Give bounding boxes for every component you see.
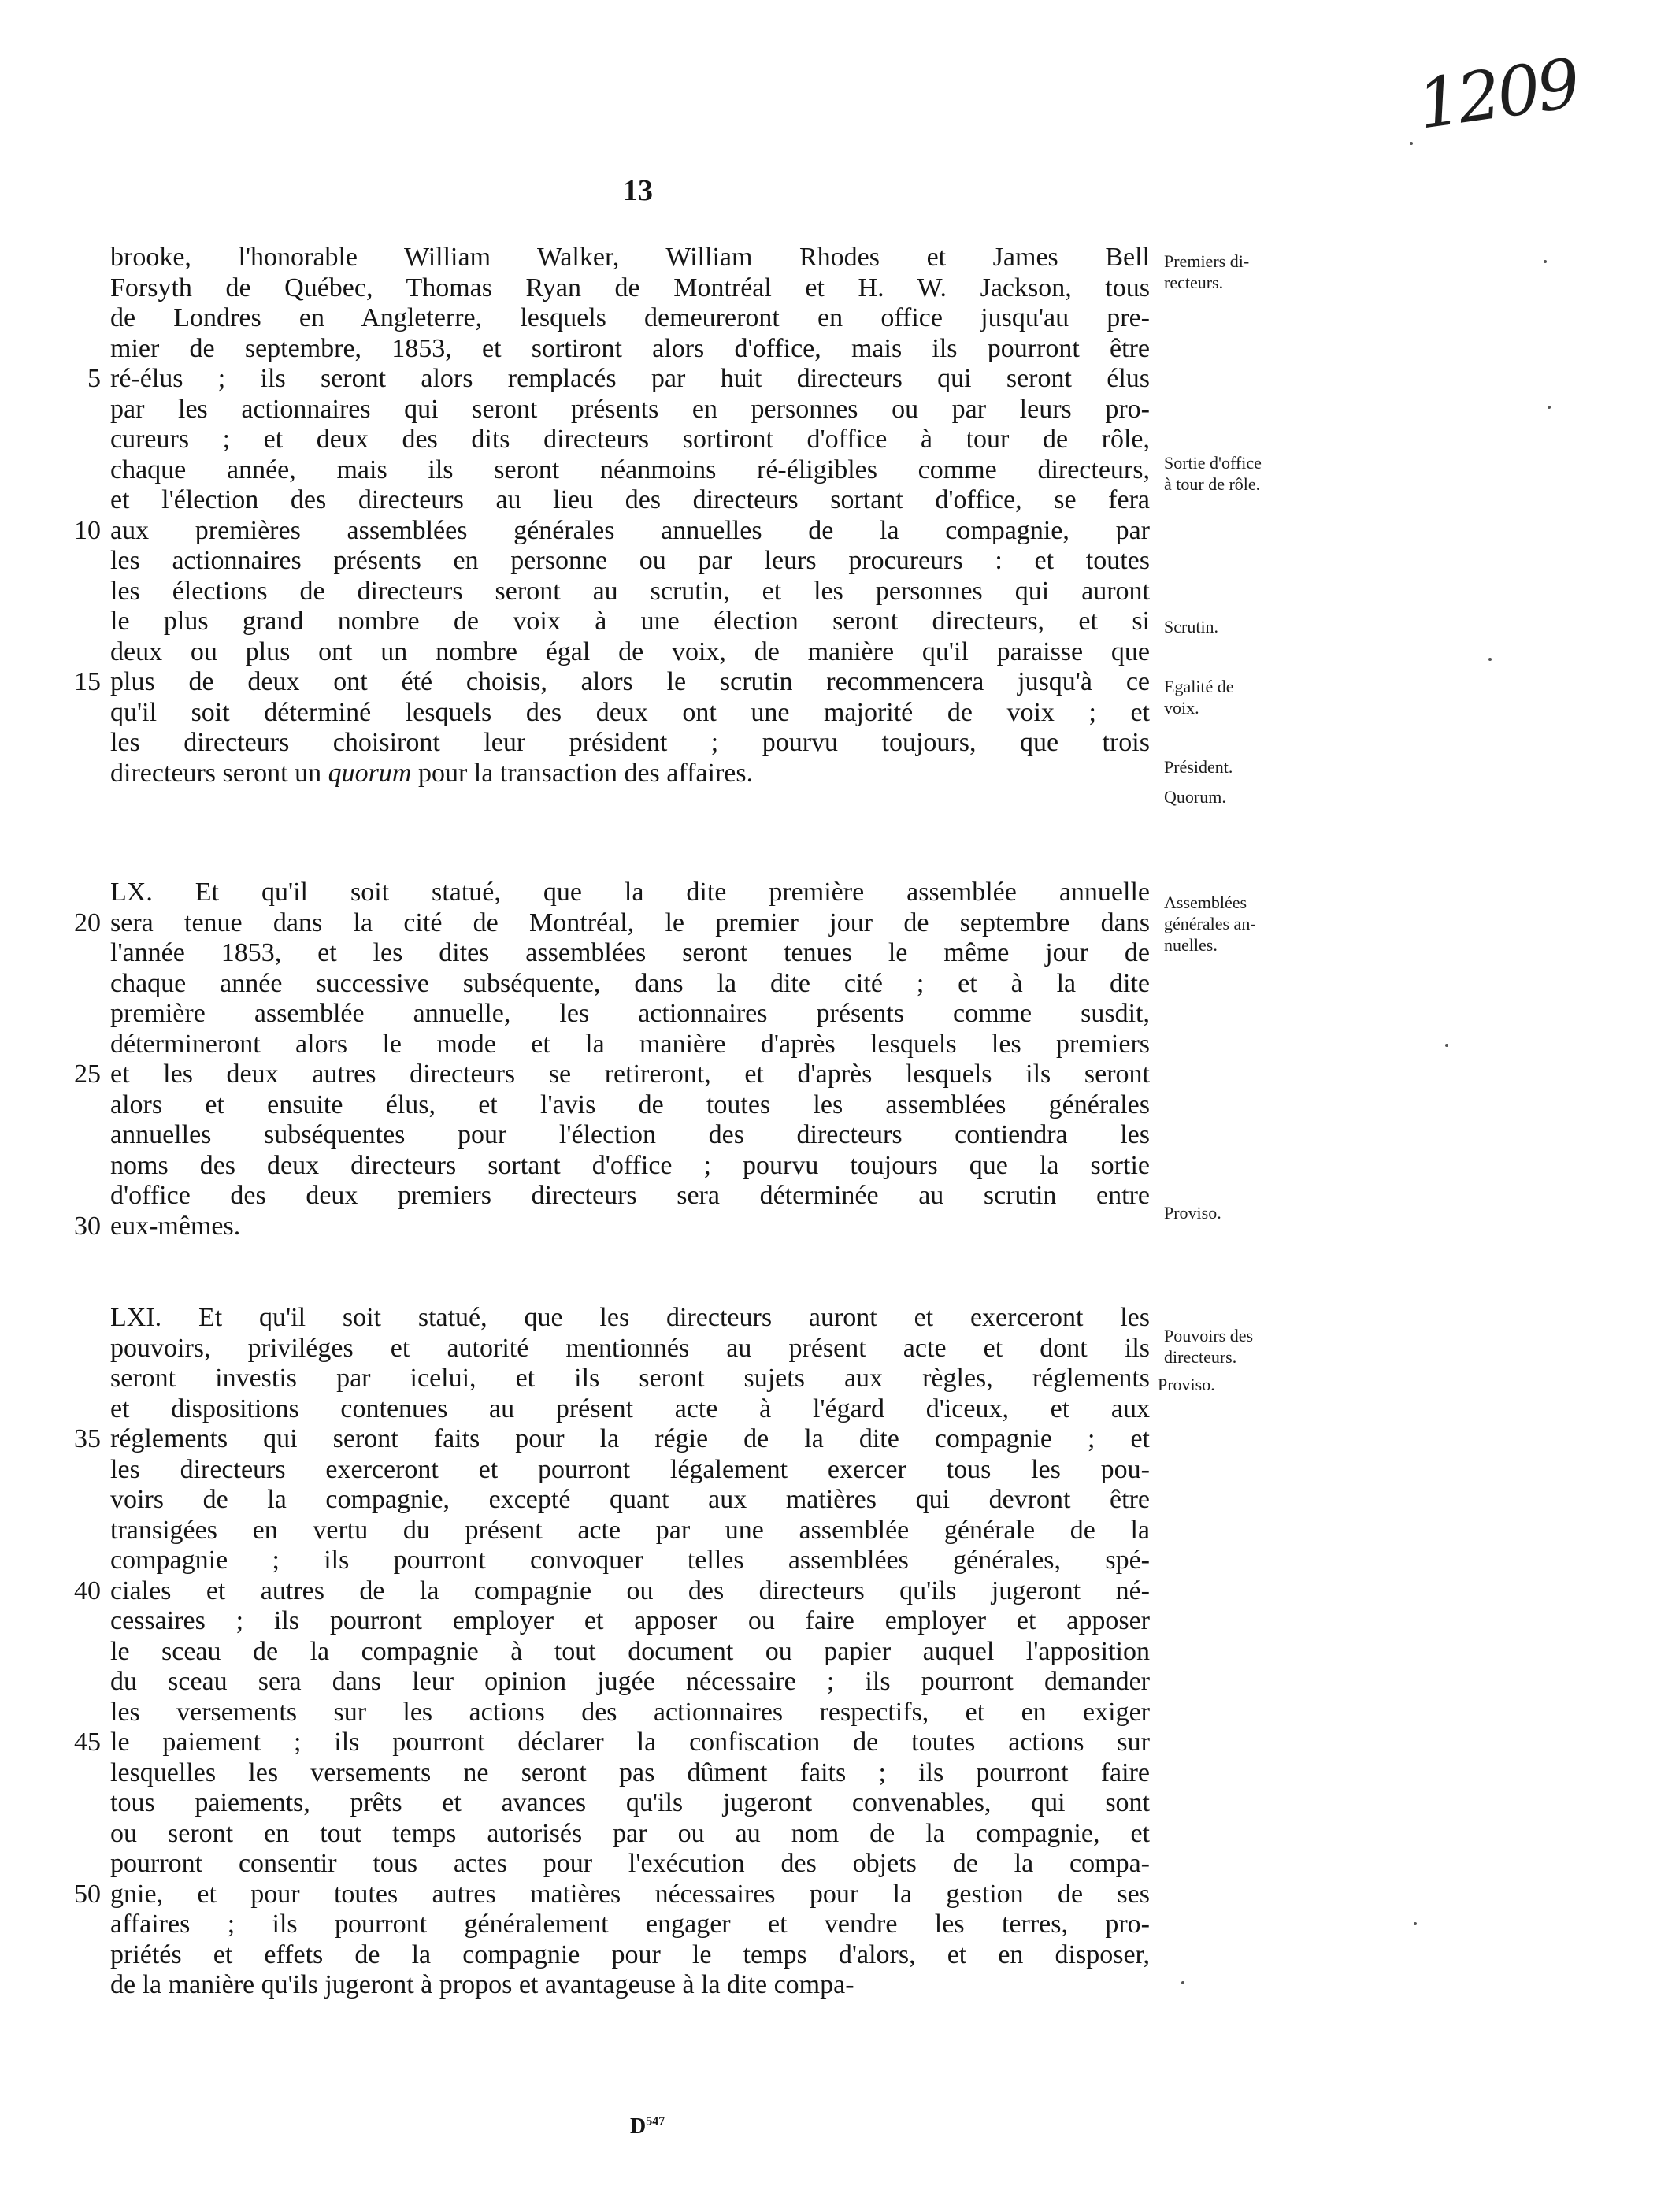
line-text: lesquelles les versements ne seront pas dûment faits ; ils pourront faire (110, 1757, 1150, 1787)
text-line (110, 728, 1150, 759)
text-line (110, 1151, 1150, 1182)
paper-speck (1548, 406, 1551, 409)
handwritten-folio-number: 1209 (1413, 44, 1582, 145)
text-line (110, 1606, 1150, 1637)
margin-note-egalite-de-voix (1164, 676, 1322, 718)
margin-note-line: Proviso. (1158, 1375, 1215, 1394)
paper-speck (1445, 1044, 1448, 1047)
text-line (110, 303, 1150, 334)
margin-note-line: nuelles. (1164, 935, 1218, 955)
line-text: du sceau sera dans leur opinion jugée nécessaire ; ils pourront demander (110, 1667, 1150, 1696)
line-text: et les deux autres directeurs se retireront, et d'après lesquels ils seront (110, 1060, 1150, 1089)
text-line (110, 1849, 1150, 1880)
line-text: sera tenue dans la cité de Montréal, le premier jour de septembre dans (110, 907, 1150, 937)
text-line (110, 938, 1150, 969)
line-text: directeurs seront un quorum pour la transaction des affaires. (110, 758, 754, 788)
line-text: par les actionnaires qui seront présents en personnes ou par leurs pro- (110, 394, 1150, 424)
line-text: le sceau de la compagnie à tout document ou papier auquel l'apposition (110, 1636, 1150, 1666)
line-number: 40 (74, 1575, 101, 1605)
line-number: 50 (74, 1879, 101, 1909)
text-line (110, 1303, 1150, 1334)
margin-note-line: Sortie d'office (1164, 453, 1262, 473)
line-text: ré-élus ; ils seront alors remplacés par huit directeurs qui seront élus (110, 364, 1150, 393)
line-number: 30 (74, 1211, 101, 1241)
line-text: qu'il soit déterminé lesquels des deux ont une majorité de voix ; et (110, 697, 1150, 727)
text-line (110, 1364, 1150, 1394)
margin-note-pouvoirs-des-directeurs (1164, 1325, 1322, 1368)
line-text: noms des deux directeurs sortant d'office ; pourvu toujours que la sortie (110, 1150, 1150, 1180)
text-line (110, 1940, 1150, 1971)
line-text: chaque année, mais ils seront néanmoins ré-éligibles comme directeurs, (110, 455, 1150, 484)
line-text: les élections de directeurs seront au scrutin, et les personnes qui auront (110, 576, 1150, 606)
line-number: 10 (74, 515, 101, 545)
text-line (74, 1211, 1150, 1242)
text-line (110, 1120, 1150, 1151)
line-text: seront investis par icelui, et ils seront sujets aux règles, réglements (110, 1364, 1150, 1393)
margin-note-line: directeurs. (1164, 1347, 1237, 1367)
line-text: les versements sur les actions des actionnaires respectifs, et en exiger (110, 1697, 1150, 1727)
line-text: cureurs ; et deux des dits directeurs sortiront d'office à tour de rôle, (110, 425, 1150, 454)
line-text: LXI. Et qu'il soit statué, que les directeurs auront et exerceront les (110, 1303, 1150, 1332)
margin-note-assemblees-generales (1164, 892, 1322, 956)
line-text: priétés et effets de la compagnie pour le temps d'alors, et en disposer, (110, 1939, 1150, 1969)
line-text: mier de septembre, 1853, et sortiront alors d'office, mais ils pourront être (110, 333, 1150, 363)
text-line (110, 1698, 1150, 1728)
margin-note-line: générales an- (1164, 914, 1256, 933)
line-text: deux ou plus ont un nombre égal de voix, de manière qu'il paraisse que (110, 637, 1150, 666)
text-line (74, 667, 1150, 698)
line-text: de la manière qu'ils jugeront à propos et avantageuse à la dite compa- (110, 1970, 854, 1999)
text-line (110, 698, 1150, 729)
line-text: affaires ; ils pourront généralement engager et vendre les terres, pro- (110, 1910, 1150, 1939)
line-text: brooke, l'honorable William Walker, William Rhodes et James Bell (110, 243, 1150, 272)
text-line (110, 455, 1150, 486)
line-text: ou seront en tout temps autorisés par ou au nom de la compagnie, et (110, 1818, 1150, 1848)
paper-speck (1544, 260, 1547, 263)
margin-note-line: Egalité de (1164, 677, 1234, 696)
text-line (110, 1546, 1150, 1576)
margin-note-line: Pouvoirs des (1164, 1326, 1254, 1345)
text-line (110, 395, 1150, 425)
line-number: 20 (74, 907, 101, 937)
text-line (74, 1424, 1150, 1455)
line-number: 25 (74, 1060, 101, 1089)
margin-note-line: voix. (1164, 698, 1199, 718)
line-number: 35 (74, 1424, 101, 1453)
margin-note-premiers-directeurs (1164, 251, 1322, 293)
text-line (74, 1728, 1150, 1758)
text-line (74, 907, 1150, 939)
line-text: pouvoirs, priviléges et autorité mentionnés au présent acte et dont ils (110, 1333, 1150, 1363)
italic-term: quorum (328, 758, 412, 788)
text-line (110, 1910, 1150, 1940)
text-line (110, 1819, 1150, 1850)
text-line (110, 243, 1150, 273)
line-text: annuelles subséquentes pour l'élection des directeurs contiendra les (110, 1120, 1150, 1149)
line-text: aux premières assemblées générales annuelles de la compagnie, par (110, 515, 1150, 545)
paragraph-premiers-directeurs (74, 243, 1150, 789)
page-number: 13 (623, 174, 653, 207)
text-line (110, 637, 1150, 668)
text-line (110, 1455, 1150, 1486)
text-line (110, 1334, 1150, 1364)
line-text: alors et ensuite élus, et l'avis de toutes les assemblées générales (110, 1089, 1150, 1119)
line-number: 5 (87, 364, 101, 393)
line-text: l'année 1853, et les dites assemblées seront tenues le même jour de (110, 938, 1150, 967)
text-line (110, 334, 1150, 365)
margin-note-proviso (1164, 1202, 1322, 1223)
line-text: détermineront alors le mode et la manière d'après lesquels les premiers (110, 1029, 1150, 1059)
line-text: réglements qui seront faits pour la régie de la dite compagnie ; et (110, 1424, 1150, 1453)
text-line (110, 546, 1150, 577)
line-text: les directeurs choisiront leur président ; pourvu toujours, que trois (110, 728, 1150, 757)
text-line (110, 1970, 1150, 2001)
line-text: gnie, et pour toutes autres matières nécessaires pour la gestion de ses (110, 1879, 1150, 1909)
text-line (110, 759, 1150, 789)
line-text: ciales et autres de la compagnie ou des directeurs qu'ils jugeront né- (110, 1575, 1150, 1605)
margin-note-line: Premiers di- (1164, 251, 1250, 271)
line-text: cessaires ; ils pourront employer et apposer ou faire employer et apposer (110, 1606, 1150, 1635)
line-text: eux-mêmes. (110, 1211, 241, 1241)
line-text: chaque année successive subséquente, dans la dite cité ; et à la dite (110, 968, 1150, 998)
text-line (110, 425, 1150, 455)
line-text: voirs de la compagnie, excepté quant aux matières qui devront être (110, 1485, 1150, 1514)
text-line (110, 577, 1150, 607)
text-line (74, 1575, 1150, 1607)
line-text: Forsyth de Québec, Thomas Ryan de Montréal et H. W. Jackson, tous (110, 273, 1150, 302)
text-line (87, 364, 1150, 395)
margin-note-line: à tour de rôle. (1164, 474, 1261, 494)
text-line (110, 1090, 1150, 1121)
margin-note-line: Scrutin. (1164, 617, 1219, 637)
text-line (110, 999, 1150, 1030)
paragraph-section-lxi (74, 1303, 1150, 2001)
line-text: LX. Et qu'il soit statué, que la dite première assemblée annuelle (110, 878, 1150, 907)
line-text: de Londres en Angleterre, lesquels demeureront en office jusqu'au pre- (110, 303, 1150, 332)
text-line (110, 1516, 1150, 1546)
margin-note-proviso (1158, 1374, 1315, 1395)
margin-note-line: Président. (1164, 757, 1233, 777)
margin-note-line: Proviso. (1164, 1203, 1221, 1223)
line-text: les actionnaires présents en personne ou par leurs procureurs : et toutes (110, 546, 1150, 575)
line-text: et l'élection des directeurs au lieu des directeurs sortant d'office, se fera (110, 485, 1150, 514)
text-line (110, 1030, 1150, 1060)
text-line (110, 1181, 1150, 1212)
line-text: le paiement ; ils pourront déclarer la confiscation de toutes actions sur (110, 1728, 1150, 1757)
line-text: première assemblée annuelle, les actionnaires présents comme susdit, (110, 999, 1150, 1028)
line-text: les directeurs exerceront et pourront légalement exercer tous les pou- (110, 1454, 1150, 1484)
line-text: compagnie ; ils pourront convoquer telles assemblées générales, spé- (110, 1546, 1150, 1575)
margin-note-scrutin (1164, 616, 1322, 637)
text-line (110, 878, 1150, 908)
margin-note-quorum (1164, 786, 1322, 807)
line-text: plus de deux ont été choisis, alors le scrutin recommencera jusqu'à ce (110, 667, 1150, 696)
text-line (110, 485, 1150, 516)
line-number: 45 (74, 1728, 101, 1757)
paper-speck (1181, 1981, 1184, 1984)
text-line (110, 1667, 1150, 1698)
margin-note-sortie-d-office (1164, 452, 1322, 495)
text-line (110, 607, 1150, 637)
line-text: transigées en vertu du présent acte par une assemblée générale de la (110, 1515, 1150, 1545)
line-text: le plus grand nombre de voix à une élection seront directeurs, et si (110, 607, 1150, 636)
line-text: d'office des deux premiers directeurs sera déterminée au scrutin entre (110, 1181, 1150, 1210)
text-line (110, 1637, 1150, 1668)
text-line (110, 1758, 1150, 1789)
paper-speck (1410, 142, 1413, 145)
paper-speck (1488, 658, 1492, 661)
margin-note-line: Quorum. (1164, 787, 1226, 807)
margin-note-president (1164, 756, 1322, 778)
text-line (74, 515, 1150, 547)
text-line (110, 1485, 1150, 1516)
text-line (110, 969, 1150, 1000)
text-line (74, 1060, 1150, 1090)
line-number: 15 (74, 667, 101, 696)
margin-note-line: Assemblées (1164, 893, 1247, 912)
paragraph-section-lx (74, 878, 1150, 1241)
line-text: et dispositions contenues au présent acte à l'égard d'iceux, et aux (110, 1394, 1150, 1423)
text-line (110, 1788, 1150, 1819)
margin-note-line: recteurs. (1164, 273, 1224, 292)
line-text: pourront consentir tous actes pour l'exécution des objets de la compa- (110, 1849, 1150, 1878)
line-text: tous paiements, prêts et avances qu'ils jugeront convenables, qui sont (110, 1788, 1150, 1817)
text-line (110, 1394, 1150, 1425)
text-line (110, 273, 1150, 304)
text-line (74, 1879, 1150, 1910)
paper-speck (1414, 1922, 1417, 1925)
signature-mark: $D^{547}$ (630, 2114, 665, 2139)
